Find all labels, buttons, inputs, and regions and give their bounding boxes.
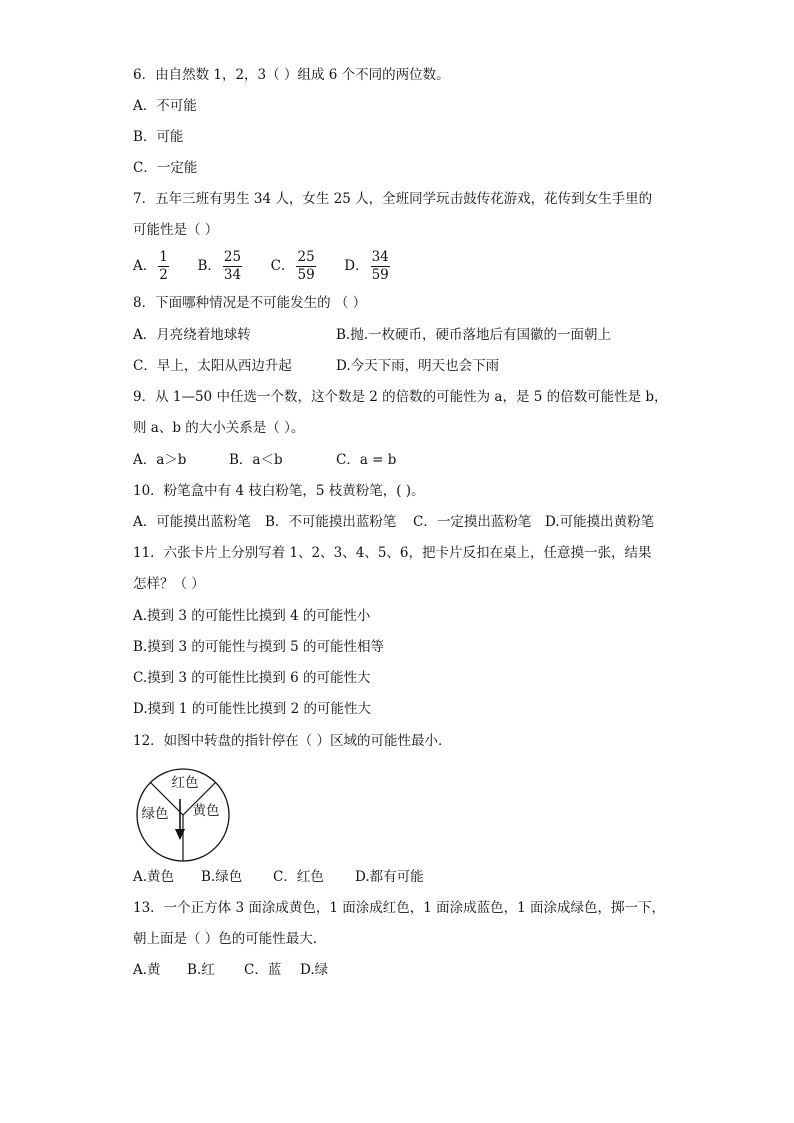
q7-stem-line1: 7．五年三班有男生 34 人，女生 25 人，全班同学玩击鼓传花游戏，花传到女生手里的 xyxy=(133,191,653,207)
q7-option-d-fraction xyxy=(371,249,390,284)
q13-option-b: B.红 xyxy=(187,962,215,978)
q12-option-c: C．红色 xyxy=(273,869,324,885)
q13-stem-line2: 朝上面是（ ）色的可能性最大． xyxy=(133,931,327,947)
spinner-label-red: 红色 xyxy=(171,775,199,791)
q12-option-d: D.都有可能 xyxy=(355,869,424,885)
q6-option-a: A．不可能 xyxy=(133,98,197,114)
q9-stem-line2: 则 a、b 的大小关系是（ ）。 xyxy=(133,420,305,436)
q6-option-b: B．可能 xyxy=(133,129,184,145)
q8-option-b: B.抛.一枚硬币，硬币落地后有国徽的一面朝上 xyxy=(336,327,612,343)
q10-option-a: A．可能摸出蓝粉笔 xyxy=(133,514,251,530)
q10-option-b: B．不可能摸出蓝粉笔 xyxy=(265,514,397,530)
q7-stem-line2: 可能性是（ ） xyxy=(133,222,219,238)
fraction-denominator: 59 xyxy=(297,267,315,283)
q13-option-c: C．蓝 xyxy=(244,962,282,978)
q8-option-c: C．早上，太阳从西边升起 xyxy=(133,358,292,374)
q11-option-a: A.摸到 3 的可能性比摸到 4 的可能性小 xyxy=(133,608,371,624)
q8-stem: 8．下面哪种情况是不可能发生的 （ ） xyxy=(133,295,367,311)
spinner-label-yellow: 黄色 xyxy=(192,803,220,819)
q12-option-b: B.绿色 xyxy=(201,869,243,885)
q12-option-a: A.黄色 xyxy=(133,869,175,885)
spinner-diagram xyxy=(133,765,233,865)
q6-option-c: C．一定能 xyxy=(133,160,198,176)
q8-option-a: A．月亮绕着地球转 xyxy=(133,327,251,343)
q13-stem-line1: 13．一个正方体 3 面涂成黄色，1 面涂成红色，1 面涂成蓝色，1 面涂成绿色，掷一下， xyxy=(133,900,665,916)
q11-option-c: C.摸到 3 的可能性比摸到 6 的可能性大 xyxy=(133,670,371,686)
q10-option-d: D.可能摸出黄粉笔 xyxy=(545,514,655,530)
q7-option-a-label: A． xyxy=(133,258,157,274)
q7-option-c-label: C． xyxy=(270,258,295,274)
q11-stem-line2: 怎样？（ ） xyxy=(133,576,205,592)
q10-option-c: C．一定摸出蓝粉笔 xyxy=(413,514,532,530)
q13-option-d: D.绿 xyxy=(300,962,329,978)
q10-stem: 10．粉笔盒中有 4 枝白粉笔，5 枝黄粉笔，( )。 xyxy=(133,483,425,499)
fraction-numerator: 25 xyxy=(223,249,242,265)
q7-options xyxy=(133,249,392,284)
fraction-numerator: 34 xyxy=(371,249,389,265)
q12-stem: 12．如图中转盘的指针停在（ ）区域的可能性最小． xyxy=(133,733,452,749)
spinner-label-green: 绿色 xyxy=(141,806,169,822)
q7-option-a-fraction xyxy=(158,249,169,284)
q11-option-b: B.摸到 3 的可能性与摸到 5 的可能性相等 xyxy=(133,639,385,655)
q7-option-d-label: D． xyxy=(344,258,369,274)
q9-option-b: B．a＜b xyxy=(229,452,283,468)
fraction-denominator: 34 xyxy=(223,267,242,283)
q7-option-b-fraction xyxy=(223,249,242,284)
q6-stem: 6．由自然数 1，2，3（ ）组成 6 个不同的两位数。 xyxy=(133,67,450,83)
q11-stem-line1: 11．六张卡片上分别写着 1、2、3、4、5、6，把卡片反扣在桌上，任意摸一张，结果 xyxy=(133,545,652,561)
q8-option-d: D.今天下雨，明天也会下雨 xyxy=(336,358,500,374)
q9-option-a: A．a＞b xyxy=(133,452,187,468)
q7-option-b-label: B． xyxy=(197,258,221,274)
q9-option-c: C．a = b xyxy=(336,452,397,468)
fraction-denominator: 59 xyxy=(371,267,389,283)
fraction-numerator: 1 xyxy=(159,249,168,265)
q9-stem-line1: 9．从 1—50 中任选一个数，这个数是 2 的倍数的可能性为 a，是 5 的倍数可能性是 b， xyxy=(133,389,668,405)
fraction-denominator: 2 xyxy=(159,267,168,283)
q13-option-a: A.黄 xyxy=(133,962,161,978)
q11-option-d: D.摸到 1 的可能性比摸到 2 的可能性大 xyxy=(133,701,371,717)
q7-option-c-fraction xyxy=(296,249,315,284)
fraction-numerator: 25 xyxy=(297,249,315,265)
